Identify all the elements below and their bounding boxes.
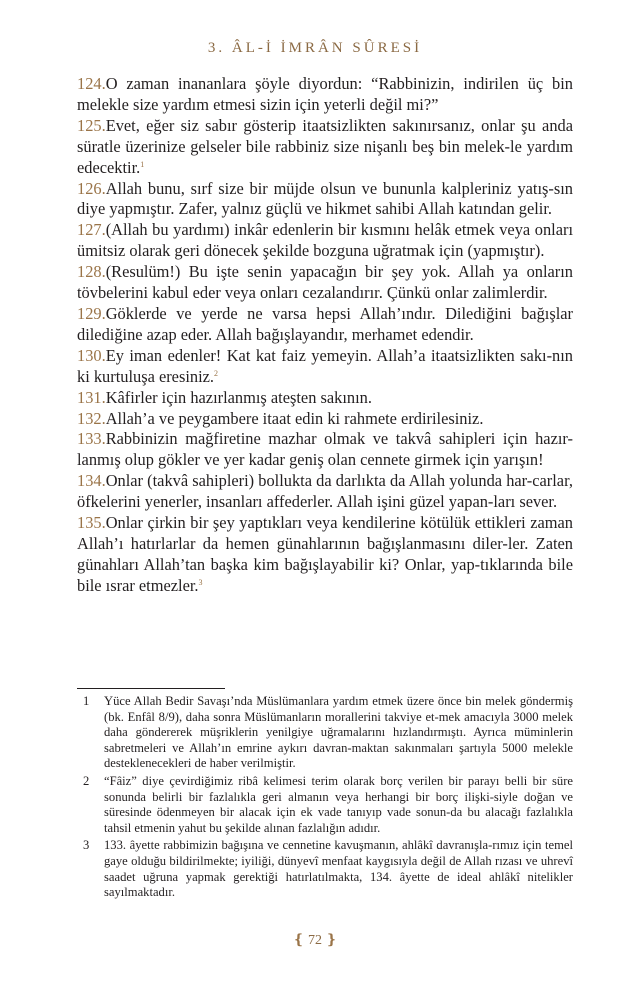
verse-number: 134.	[77, 471, 106, 491]
verse	[77, 471, 573, 513]
footnote	[77, 774, 573, 836]
verse-number: 130.	[77, 345, 106, 365]
verse-number: 125.	[77, 115, 106, 135]
verse-text: (Resulüm!) Bu işte senin yapacağın bir şey yok. Allah ya onların tövbelerini kabul eder veya onları cezalandırır. Çünkü onlar zalimlerdir.	[77, 262, 573, 303]
footnote-number: 2	[83, 773, 90, 788]
verse	[77, 74, 573, 116]
verse-text: Onlar çirkin bir şey yaptıkları veya kendilerine kötülük ettikleri zaman Allah’ı hatırlarlar da hemen günahlarının bağışlanmasını diler-ler. Zaten günahları Allah’tan başka kim bağışlayabilir ki? Onlar, yap-tıklarında bile bile ısrar etmezler.	[77, 513, 573, 595]
verse	[77, 304, 573, 346]
footnote-ref[interactable]: 1	[140, 159, 145, 169]
verse	[77, 513, 573, 597]
verse-number: 133.	[77, 429, 106, 449]
verse	[77, 116, 573, 179]
verse	[77, 409, 573, 430]
verse-text: Allah bunu, sırf size bir müjde olsun ve bununla kalpleriniz yatış-sın diye yapmıştır. Zafer, yalnız güçlü ve hikmet sahibi Allah katından gelir.	[77, 178, 573, 219]
verse-text: Ey iman edenler! Kat kat faiz yemeyin. Allah’a itaatsizlikten sakı-nın ki kurtuluşa eresiniz.	[77, 345, 573, 386]
verse-text: Göklerde ve yerde ne varsa hepsi Allah’ındır. Dilediğini bağışlar dilediğine azap eder. Allah bağışlayandır, merhamet edendir.	[77, 303, 573, 344]
verse-number: 131.	[77, 387, 106, 407]
verse-text: (Allah bu yardımı) inkâr edenlerin bir kısmını helâk etmek veya onları ümitsiz olarak geri dönecek şekilde bozguna uğratmak için (yapmıştır).	[77, 220, 573, 261]
verse-text: Kâfirler için hazırlanmış ateşten sakının.	[105, 387, 372, 407]
page-footer	[0, 932, 630, 949]
verse-number: 135.	[77, 513, 106, 533]
footnote-ref[interactable]: 3	[198, 577, 203, 587]
running-title: 3. ÂL-İ İMRÂN SÛRESİ	[207, 40, 423, 56]
footnote-text: Yüce Allah Bedir Savaşı’nda Müslümanlara yardım etmek üzere önce bin melek göndermiş (bk. Enfâl 8/9), daha sonra Müslümanların morallerini takviye et-mek amacıyla 3000 melek daha göndererek müşriklerin yenilgiye uğramalarını hızlandırmıştı. Ayrıca müminlerin sabretmeleri ve Allah’ın emrine aykırı davran-maktan sakınmaları şartıyla 5000 melekle desteklenecekleri de haber verilmiştir.	[104, 694, 573, 771]
verse	[77, 429, 573, 471]
verse	[77, 262, 573, 304]
verse-text: Allah’a ve peygambere itaat edin ki rahmete erdirilesiniz.	[105, 408, 484, 428]
verse	[77, 346, 573, 388]
verse	[77, 220, 573, 262]
footnote-ref[interactable]: 2	[214, 368, 219, 378]
footnote-number: 1	[83, 694, 90, 708]
verse-text: O zaman inananlara şöyle diyordun: “Rabbinizin, indirilen üç bin melekle size yardım etmesi sizin için yeterli değil mi?”	[77, 74, 573, 114]
verse-number: 124.	[77, 74, 106, 93]
verse-number: 128.	[77, 262, 106, 282]
verse	[77, 179, 573, 221]
verse-number: 132.	[77, 408, 106, 428]
verse-text: Onlar (takvâ sahipleri) bollukta da darlıkta da Allah yolunda har-carlar, öfkelerini yenerler, insanları affederler. Allah işini güzel yapan-ları sever.	[77, 471, 573, 512]
footnote	[77, 694, 573, 772]
verse-list	[77, 74, 573, 597]
verse-text: Evet, eğer siz sabır gösterip itaatsizlikten sakınırsanız, onlar şu anda süratle üzerinize gelseler bile rabbiniz size nişanlı beş bin melek-le yardım edecektir.	[77, 115, 573, 177]
ornament-right-icon: ❵	[325, 933, 338, 948]
footnote	[77, 838, 573, 900]
footnote-number: 3	[83, 838, 90, 853]
verse-number: 129.	[77, 303, 106, 323]
ornament-left-icon: ❴	[292, 933, 305, 948]
footnote-text: “Fâiz” diye çevirdiğimiz ribâ kelimesi terim olarak borç verilen bir parayı belli bir süre sonunda belirli bir fazlalıkla geri almanın veya herhangi bir borç ilişki-siyle doğan ve süresinde ödenmeyen bir alacak için ek vade tanıyıp vade sonun-da bu alacağı fazlalıkla tahsil etmenin yahut bu şekilde alınan fazlalığın adıdır.	[104, 773, 573, 835]
footnote-text: 133. âyette rabbimizin bağışına ve cennetine kavuşmanın, ahlâkî davranışla-rımız için temel gaye olduğu bildirilmekte; iyiliği, dünyevî menfaat kaygısıyla değil de Allah rızası ve uhrevî saadet uğruna yapmak gerektiği hatırlatılmakta, 134. âyette de ideal ahlâkî nitelikler sayılmaktadır.	[104, 838, 573, 900]
verse-number: 126.	[77, 178, 106, 198]
footnote-list	[77, 694, 573, 903]
page-number: 72	[308, 933, 322, 948]
verse	[77, 388, 573, 409]
footnote-separator	[77, 688, 225, 689]
verse-text: Rabbinizin mağfiretine mazhar olmak ve takvâ sahipleri için hazır-lanmış olup gökler ve yer kadar geniş olan cennete girmek için yarışın!	[77, 429, 573, 470]
verse-number: 127.	[77, 220, 106, 240]
